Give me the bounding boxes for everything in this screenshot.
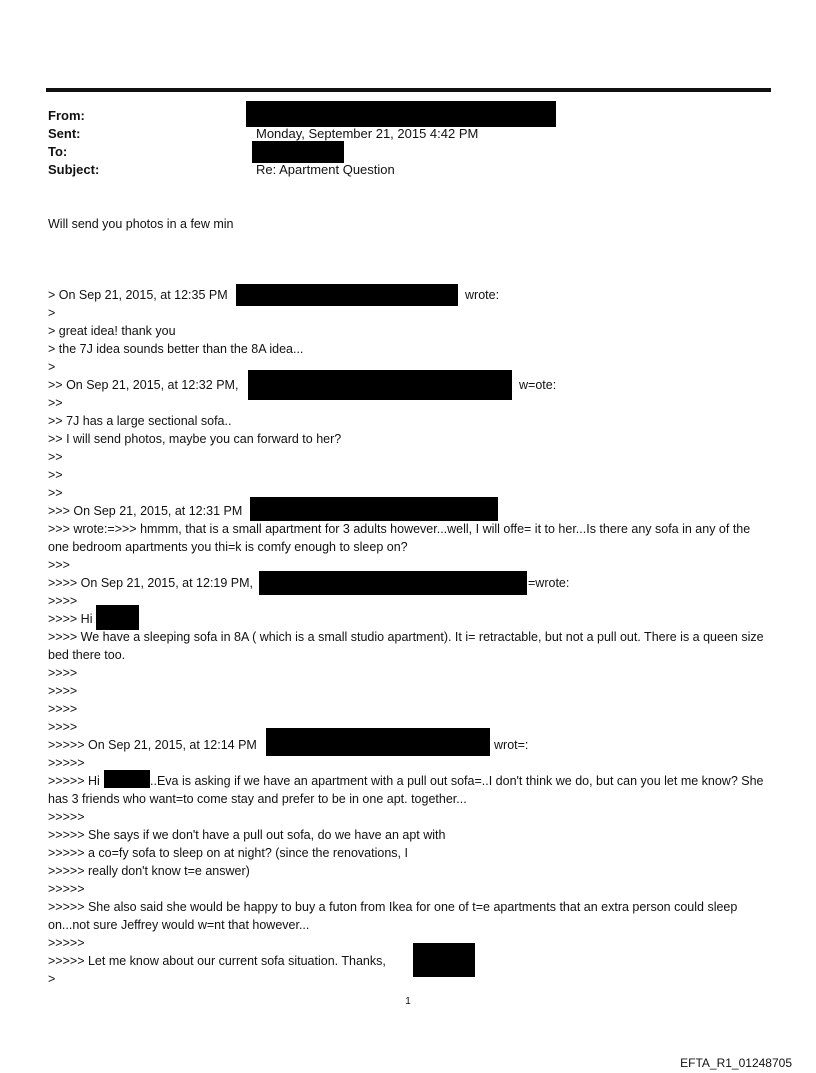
quote-line: > great idea! thank you <box>48 324 176 338</box>
quote-line: >>>> <box>48 702 78 716</box>
quote-line: w=ote: <box>519 378 557 392</box>
page-number: 1 <box>405 996 411 1007</box>
quote-line: >>>>> <box>48 810 85 824</box>
header-rule <box>46 88 771 92</box>
quote-line: >>>>> Let me know about our current sofa situation. Thanks, <box>48 954 386 968</box>
quote-line: wrote: <box>465 288 500 302</box>
quote-line: > the 7J idea sounds better than the 8A idea... <box>48 342 304 356</box>
quote-line: >> <box>48 468 63 482</box>
from-redaction <box>246 101 556 127</box>
quote-line: >> <box>48 486 63 500</box>
redaction <box>236 284 458 306</box>
to-label: To: <box>48 144 68 159</box>
quote-line: >>>> <box>48 720 78 734</box>
quote-line: >>>> Hi <box>48 612 93 626</box>
quote-line: >>>> <box>48 594 78 608</box>
quote-line: >> On Sep 21, 2015, at 12:32 PM, <box>48 378 239 392</box>
quote-line: >>>>> Hi <box>48 774 100 788</box>
quote-line: >> I will send photos, maybe you can forward to her? <box>48 432 342 446</box>
quote-line: >>>> On Sep 21, 2015, at 12:19 PM, <box>48 576 254 590</box>
quote-line: >>> wrote:=>>> hmmm, that is a small apartment for 3 adults however...well, I will offe= it to her...Is there any sofa in any of the one bedroom apartments you thi=k is comfy enough to sleep on? <box>48 522 751 554</box>
quote-line: >>>> <box>48 684 78 698</box>
redaction <box>96 605 139 630</box>
redaction <box>259 571 527 595</box>
redaction <box>250 497 498 521</box>
quote-line: ..Eva is asking if we have an apartment with a pull out sofa=..I don't think we do, but can you let me know? She has 3 friends who want=to come stay and prefer to be in one apt. together... <box>48 774 764 806</box>
sent-label: Sent: <box>48 126 81 141</box>
quote-line: wrot=: <box>494 738 529 752</box>
quote-line: >>>>> a co=fy sofa to sleep on at night? (since the renovations, I <box>48 846 408 860</box>
quote-line: > On Sep 21, 2015, at 12:35 PM <box>48 288 228 302</box>
quote-line: > <box>48 306 56 320</box>
quote-line: > <box>48 360 56 374</box>
redaction <box>413 943 475 977</box>
quote-line: >>>>> <box>48 756 85 770</box>
redaction <box>248 370 512 400</box>
quote-line: >> 7J has a large sectional sofa.. <box>48 414 232 428</box>
subject-value: Re: Apartment Question <box>256 162 395 177</box>
redaction <box>266 728 490 756</box>
quote-line: >>>>> She also said she would be happy to buy a futon from Ikea for one of t=e apartments that an extra person could sleep on...not sure Jeffrey would w=nt that however... <box>48 900 738 932</box>
quote-line: >> <box>48 396 63 410</box>
quote-line: >>> On Sep 21, 2015, at 12:31 PM <box>48 504 243 518</box>
quote-line: >>>>> <box>48 936 85 950</box>
quote-line: =wrote: <box>528 576 570 590</box>
quote-line: > <box>48 972 56 986</box>
quote-line: >>>>> On Sep 21, 2015, at 12:14 PM <box>48 738 257 752</box>
document-id: EFTA_R1_01248705 <box>680 1056 792 1070</box>
quote-line: >> <box>48 450 63 464</box>
quote-line: >>>> <box>48 666 78 680</box>
body-intro: Will send you photos in a few min <box>48 217 234 231</box>
to-redaction <box>252 141 344 163</box>
subject-label: Subject: <box>48 162 100 177</box>
quote-line: >>>>> <box>48 882 85 896</box>
quote-line: >>> <box>48 558 70 572</box>
quote-line: >>>> We have a sleeping sofa in 8A ( which is a small studio apartment). It i= retractable, but not a pull out. There is a queen size bed there too. <box>48 630 764 662</box>
quote-line: >>>>> She says if we don't have a pull out sofa, do we have an apt with <box>48 828 446 842</box>
sent-value: Monday, September 21, 2015 4:42 PM <box>256 126 479 141</box>
quote-line: >>>>> really don't know t=e answer) <box>48 864 250 878</box>
from-label: From: <box>48 108 85 123</box>
